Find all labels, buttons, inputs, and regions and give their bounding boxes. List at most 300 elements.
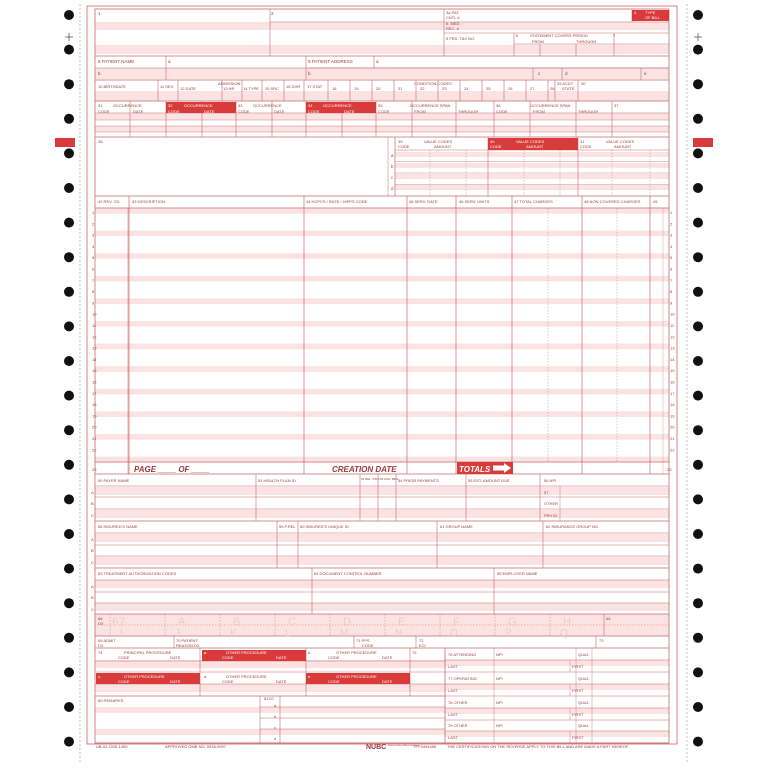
- proc-e-label: OTHER PROCEDURE: [336, 674, 377, 679]
- payer-name-label: 50 PAYER NAME: [98, 478, 130, 483]
- attending-label: 76 ATTENDING: [448, 652, 477, 657]
- feed-hole-icon: [693, 633, 703, 643]
- other-57-label: OTHER: [544, 501, 558, 506]
- shaded-band: [95, 366, 669, 372]
- feed-hole-icon: [64, 287, 74, 297]
- proc-e-letter: e.: [308, 674, 312, 679]
- totals-label: TOTALS: [459, 465, 491, 474]
- proc-d-label: OTHER PROCEDURE: [226, 674, 267, 679]
- patient-address-d: d: [565, 71, 568, 76]
- prior-payments-label: 54 PRIOR PAYMENTS: [398, 478, 439, 483]
- shaded-band: [445, 731, 669, 737]
- shaded-band: [445, 684, 669, 690]
- treatment-row-b: B: [91, 595, 94, 600]
- statement-from-label: FROM: [532, 39, 544, 44]
- shaded-band: [95, 91, 669, 101]
- line-number: 7: [670, 277, 673, 283]
- cc-row-d: d: [274, 736, 277, 741]
- dx-letter: C: [288, 616, 296, 628]
- line-number: 17: [92, 390, 97, 396]
- dx-letter: L: [285, 628, 291, 639]
- shaded-band: [395, 185, 669, 190]
- occ33-date: DATE: [274, 109, 285, 114]
- shaded-band: [395, 174, 669, 179]
- dx-letter: I: [120, 628, 123, 639]
- line-number: 7: [92, 277, 95, 283]
- line-number: 21: [670, 436, 675, 441]
- footer: [96, 744, 629, 751]
- feed-hole-icon: [64, 564, 74, 574]
- occ33-label: OCCURRENCE: [253, 103, 282, 108]
- patient-address-b: b: [308, 71, 311, 76]
- patient-address-c: c: [538, 71, 541, 76]
- nubc-logo: NUBC: [366, 744, 387, 751]
- dx-letter: D: [343, 616, 351, 628]
- proc-d-date: DATE: [276, 679, 287, 684]
- doc-control-label: 64 DOCUMENT CONTROL NUMBER: [314, 571, 382, 576]
- statement-through-label: THROUGH: [576, 39, 597, 44]
- patient-address-e: e: [644, 71, 647, 76]
- occ36-code: CODE: [496, 109, 508, 114]
- vc41-amount: AMOUNT: [614, 144, 632, 149]
- dx-letter: P: [505, 628, 512, 639]
- other78-label: 78 OTHER: [448, 700, 468, 705]
- line-number: 9: [670, 300, 673, 306]
- cc-row-c: c: [274, 725, 276, 730]
- principal-proc-label: PRINCIPAL PROCEDURE: [124, 650, 172, 655]
- feed-hole-icon: [693, 148, 703, 158]
- cc-label: 81CC: [264, 696, 275, 701]
- vc40-label: VALUE CODES: [516, 139, 545, 144]
- insured-row-b: B: [91, 548, 94, 553]
- service-lines-header: [92, 199, 675, 474]
- shaded-band: [445, 660, 669, 666]
- statement-period-label: STATEMENT COVERS PERIOD: [530, 33, 589, 38]
- registration-marks: [65, 33, 702, 41]
- condition-code-number: 20: [376, 86, 381, 91]
- page-of-label: PAGE ____ OF ____: [134, 465, 210, 474]
- field-1-label: 1: [98, 11, 101, 16]
- rel-info-label: 52 REL. INFO: [361, 477, 380, 481]
- line-number: 8: [670, 289, 673, 295]
- condition-code-number: 21: [398, 86, 403, 91]
- tfp-number: TFP3494485: [413, 744, 437, 749]
- shaded-band: [95, 457, 669, 463]
- condition-code-number: 26: [508, 86, 513, 91]
- other79-label: 79 OTHER: [448, 723, 468, 728]
- operating-npi: NPI: [496, 676, 503, 681]
- line-number: 15: [670, 368, 675, 374]
- omb-approval: APPROVED OMB NO. 0938-0997: [165, 744, 226, 749]
- other78-first: FIRST: [572, 712, 584, 717]
- field-38-label: 38: [98, 139, 103, 144]
- shaded-band: [95, 580, 669, 588]
- line-number: 6: [92, 266, 95, 272]
- payer-row-c: C: [91, 513, 94, 518]
- reason-dx-label: 70 PATIENT: [176, 638, 198, 643]
- field-30-label: 30: [581, 81, 586, 86]
- group-name-label: 61 GROUP NAME: [440, 524, 473, 529]
- header-section: [98, 10, 661, 76]
- feed-hole-icon: [693, 702, 703, 712]
- field-49-label: 49: [653, 199, 658, 204]
- dx-letter: M: [340, 628, 349, 639]
- status-label: 17 STAT: [307, 84, 323, 89]
- admission-type-label: 14 TYPE: [243, 86, 259, 91]
- shaded-band: [95, 45, 669, 54]
- employer-label: 65 EMPLOYER NAME: [497, 571, 538, 576]
- condition-codes-label: CONDITION CODES: [414, 81, 452, 86]
- feed-hole-icon: [64, 391, 74, 401]
- shaded-band: [95, 321, 669, 327]
- field-68-label: 68: [606, 616, 611, 621]
- dx-letter: K: [230, 628, 237, 639]
- type-of-bill-label-2: OF BILL: [645, 15, 660, 20]
- condition-code-number: 27: [530, 86, 535, 91]
- condition-code-numbers: [332, 86, 555, 91]
- line-number: 22: [670, 447, 675, 453]
- patient-name-a: a: [168, 59, 171, 64]
- feed-hole-icon: [64, 148, 74, 158]
- attending-first: FIRST: [572, 664, 584, 669]
- occ32-date: DATE: [204, 109, 215, 114]
- line-23-right: 23: [667, 467, 672, 472]
- line-number: 16: [670, 379, 675, 385]
- occ35-span: OCCURRENCE SPAN: [410, 103, 451, 108]
- condition-code-number: 23: [442, 86, 447, 91]
- occ36-num: 36: [496, 103, 501, 108]
- shaded-band: [95, 389, 669, 395]
- dx-letter: Q: [560, 628, 568, 639]
- pps-label-2: CODE: [362, 643, 374, 648]
- unique-id-label: 60 INSURED'S UNIQUE ID: [300, 524, 349, 529]
- prv-id-label: PRV ID: [544, 513, 558, 518]
- feed-hole-icon: [693, 598, 703, 608]
- fed-tax-no-label: 5 FED. TAX NO.: [446, 36, 476, 41]
- shaded-band: [95, 729, 445, 735]
- eci-label: 72: [419, 638, 424, 643]
- feed-hole-icon: [64, 252, 74, 262]
- occ33-num: 33: [238, 103, 243, 108]
- vc40-num: 40: [490, 139, 495, 144]
- operating-qual: QUAL: [578, 676, 589, 681]
- occ36-span: OCCURRENCE SPAN: [530, 103, 571, 108]
- vc39-code: CODE: [398, 144, 410, 149]
- proc-c-date: DATE: [170, 679, 181, 684]
- line-number: 3: [92, 232, 95, 238]
- field-7-label: 7: [613, 33, 616, 38]
- dx-letter: G: [508, 616, 517, 628]
- feed-hole-icon: [64, 702, 74, 712]
- admission-hr-label: 13 HR: [223, 86, 235, 91]
- dx-letter: J: [175, 628, 180, 639]
- proc-b-code: CODE: [328, 655, 340, 660]
- vc40-amount: AMOUNT: [526, 144, 544, 149]
- field-6-label: 6: [516, 33, 519, 38]
- feed-hole-icon: [693, 391, 703, 401]
- shaded-band: [95, 253, 669, 259]
- dx-letter: F: [453, 616, 460, 628]
- shaded-band: [95, 344, 669, 350]
- treatment-label: 63 TREATMENT AUTHORIZATION CODES: [98, 571, 177, 576]
- payer-row-a: A: [91, 490, 94, 495]
- attending-last: LAST: [448, 664, 459, 669]
- line-number: 19: [670, 413, 675, 419]
- shaded-band: [95, 434, 669, 440]
- feed-hole-icon: [693, 218, 703, 228]
- line-number: 4: [92, 243, 95, 249]
- occ35-through: THROUGH: [458, 109, 479, 114]
- field-73-label: 73: [599, 638, 604, 643]
- feed-hole-icon: [64, 218, 74, 228]
- feed-hole-icon: [693, 114, 703, 124]
- field-3a-label-2: CNTL #: [446, 15, 460, 20]
- attending-npi: NPI: [496, 652, 503, 657]
- shaded-band: [95, 487, 669, 495]
- patient-address-label: 9 PATIENT ADDRESS: [308, 59, 353, 64]
- operating-first: FIRST: [572, 688, 584, 693]
- admission-date-label: 12 DATE: [180, 86, 196, 91]
- dx-letter: B: [233, 616, 241, 628]
- occ34-num: 34: [308, 103, 313, 108]
- cc-row-b: b: [274, 714, 277, 719]
- proc-b-date: DATE: [382, 655, 393, 660]
- other79-last: LAST: [448, 735, 459, 740]
- sex-label: 11 SEX: [160, 84, 174, 89]
- field-2-label: 2: [271, 11, 274, 16]
- line-number: 14: [670, 356, 675, 362]
- proc-a-label: OTHER PROCEDURE: [226, 650, 267, 655]
- feed-hole-icon: [693, 460, 703, 470]
- cc-row-a: a: [274, 703, 277, 708]
- npi-56-label: 56 NPI: [544, 478, 557, 483]
- line-number: 16: [92, 379, 97, 385]
- red-header-box: [55, 138, 75, 147]
- hcpcs-label: 44 HCPCS / RATE / HIPPS CODE: [306, 199, 368, 204]
- occ35-num: 35: [378, 103, 383, 108]
- operating-last: LAST: [448, 688, 459, 693]
- proc-a-code: CODE: [222, 655, 234, 660]
- treatment-row-a: A: [91, 584, 94, 589]
- feed-hole-icon: [693, 79, 703, 89]
- proc-e-code: CODE: [328, 679, 340, 684]
- other79-first: FIRST: [572, 735, 584, 740]
- shaded-band: [95, 276, 669, 282]
- eci-label-2: ECI: [419, 643, 426, 648]
- field-3b-label-2: REC. #: [446, 26, 459, 31]
- feed-hole-icon: [693, 529, 703, 539]
- condition-code-number: 25: [486, 86, 491, 91]
- shaded-band: [95, 113, 669, 120]
- line-number: 6: [670, 266, 673, 272]
- vc39-label: VALUE CODES: [424, 139, 453, 144]
- vc40-code: CODE: [490, 144, 502, 149]
- shaded-band: [95, 684, 445, 692]
- admission-src-label: 15 SRC: [265, 86, 280, 91]
- principal-date-label: DATE: [170, 655, 181, 660]
- other79-qual: QUAL: [578, 723, 589, 728]
- field-66-label: 66: [98, 616, 103, 621]
- line-number: 8: [92, 289, 95, 295]
- feed-hole-icon: [64, 183, 74, 193]
- line-number: 21: [92, 436, 97, 441]
- proc-c-code: CODE: [118, 679, 130, 684]
- shaded-band: [95, 126, 669, 132]
- line-number: 1: [92, 210, 95, 215]
- vc41-code: CODE: [580, 144, 592, 149]
- feed-hole-icon: [693, 45, 703, 55]
- feed-hole-icon: [64, 460, 74, 470]
- line-number: 11: [670, 323, 675, 328]
- field-66-dx: DX: [98, 621, 104, 626]
- occ31-date: DATE: [133, 109, 144, 114]
- line-number: 14: [92, 356, 97, 362]
- birthdate-label: 10 BIRTHDATE: [98, 84, 126, 89]
- shaded-band: [95, 707, 445, 713]
- line-number: 15: [92, 368, 97, 374]
- vc-row-a: a: [391, 153, 394, 158]
- condition-code-number: 22: [420, 86, 425, 91]
- field-75-label: 75: [412, 650, 417, 655]
- other78-qual: QUAL: [578, 700, 589, 705]
- admit-dx-label-2: DX: [98, 643, 104, 648]
- feed-hole-icon: [64, 633, 74, 643]
- pps-label: 71 PPS: [356, 638, 370, 643]
- shaded-band: [95, 298, 669, 304]
- line-number: 12: [670, 334, 675, 340]
- shaded-band: [95, 231, 669, 237]
- vc41-label: VALUE CODES: [606, 139, 635, 144]
- line-number: 3: [670, 232, 673, 238]
- feed-hole-icon: [693, 183, 703, 193]
- line-number: 22: [92, 447, 97, 453]
- insured-row-a: A: [91, 537, 94, 542]
- shaded-band: [95, 22, 669, 30]
- line-number: 1: [670, 210, 673, 215]
- dx-letter: A: [178, 616, 186, 628]
- feed-hole-icon: [64, 356, 74, 366]
- principal-code-label: CODE: [118, 655, 130, 660]
- occ36-through: THROUGH: [578, 109, 599, 114]
- line-number: 13: [92, 345, 97, 351]
- occ31-num: 31: [98, 103, 103, 108]
- feed-hole-icon: [64, 494, 74, 504]
- dx-letter: E: [398, 616, 406, 628]
- admit-dx-label: 69 ADMIT: [98, 638, 116, 643]
- feed-hole-icon: [64, 10, 74, 20]
- proc-a-date: DATE: [276, 655, 287, 660]
- shaded-band: [445, 708, 669, 714]
- proc-b-letter: b.: [308, 650, 312, 655]
- vc-row-b: b: [391, 164, 394, 169]
- accident-state-label: STATE: [562, 86, 575, 91]
- line-number: 20: [670, 424, 675, 430]
- proc-b-label: OTHER PROCEDURE: [336, 650, 377, 655]
- admission-row: [98, 81, 586, 91]
- condition-code-number: 19: [354, 86, 359, 91]
- occ32-num: 32: [168, 103, 173, 108]
- line-number: 2: [670, 221, 673, 227]
- line-23-left: 23: [92, 467, 97, 472]
- occ35-code: CODE: [378, 109, 390, 114]
- other79-npi: NPI: [496, 723, 503, 728]
- feed-hole-icon: [64, 529, 74, 539]
- vc39-amount: AMOUNT: [434, 144, 452, 149]
- shaded-band: [95, 411, 669, 417]
- shaded-band: [95, 603, 669, 611]
- certification-text: THE CERTIFICATIONS ON THE REVERSE APPLY TO THIS BILL AND ARE MADE A PART HEREOF.: [447, 744, 629, 749]
- occ31-label: OCCURRENCE: [113, 103, 142, 108]
- patient-name-label: 8 PATIENT NAME: [98, 59, 135, 64]
- feed-hole-icon: [64, 321, 74, 331]
- condition-code-number: 24: [464, 86, 469, 91]
- occ33-code: CODE: [238, 109, 250, 114]
- serv-units-label: 46 SERV. UNITS: [459, 199, 490, 204]
- operating-label: 77 OPERATING: [448, 676, 477, 681]
- feed-hole-icon: [64, 667, 74, 677]
- field-74-label: 74: [98, 650, 103, 655]
- feed-hole-icon: [693, 321, 703, 331]
- prel-label: 59 P.REL: [279, 524, 296, 529]
- line-number: 2: [92, 221, 95, 227]
- accident-label: 29 ACDT: [557, 81, 574, 86]
- feed-hole-icon: [693, 425, 703, 435]
- patient-address-a: a: [376, 59, 379, 64]
- nubc-subtitle: National Uniform Billing Committee: [388, 745, 420, 747]
- feed-hole-icon: [64, 79, 74, 89]
- other78-last: LAST: [448, 712, 459, 717]
- shaded-band: [95, 534, 669, 542]
- feed-hole-icon: [693, 564, 703, 574]
- occ31-code: CODE: [98, 109, 110, 114]
- feed-hole-icon: [693, 356, 703, 366]
- patient-name-b: b: [98, 71, 101, 76]
- field-57-label: 57: [544, 490, 549, 495]
- occ34-code: CODE: [308, 109, 320, 114]
- form-id: UB-04 CMS-1450: [96, 744, 128, 749]
- vc39-num: 39: [398, 139, 403, 144]
- line-number: 10: [670, 311, 675, 317]
- proc-c-letter: c.: [98, 674, 102, 679]
- group-no-label: 62 INSURANCE GROUP NO.: [546, 524, 600, 529]
- reason-dx-label-2: REASON DX: [176, 643, 200, 648]
- vc-row-d: d: [391, 186, 394, 191]
- field-3a-label: 3a PAT.: [446, 10, 460, 15]
- vc-row-c: c: [391, 175, 394, 180]
- est-amount-label: 55 EST. AMOUNT DUE: [468, 478, 510, 483]
- field-37-label: 37: [614, 103, 619, 108]
- discharge-hr-label: 16 DHR: [286, 84, 301, 89]
- remarks-label: 80 REMARKS: [98, 698, 124, 703]
- line-number: 9: [92, 300, 95, 306]
- other78-npi: NPI: [496, 700, 503, 705]
- line-number: 18: [92, 402, 97, 408]
- proc-a-letter: a.: [204, 650, 208, 655]
- line-number: 19: [92, 413, 97, 419]
- asg-ben-label: 53 ASG. BEN.: [380, 477, 400, 481]
- occ35-from: FROM: [414, 109, 426, 114]
- shaded-band: [95, 510, 669, 518]
- condition-code-number: 18: [332, 86, 337, 91]
- shaded-band: [395, 163, 669, 168]
- vc41-num: 41: [580, 139, 585, 144]
- dx-letter: H: [563, 616, 571, 628]
- feed-hole-icon: [693, 494, 703, 504]
- feed-hole-icon: [64, 114, 74, 124]
- proc-d-code: CODE: [222, 679, 234, 684]
- health-plan-label: 51 HEALTH PLAN ID: [258, 478, 296, 483]
- line-number: 5: [670, 255, 673, 261]
